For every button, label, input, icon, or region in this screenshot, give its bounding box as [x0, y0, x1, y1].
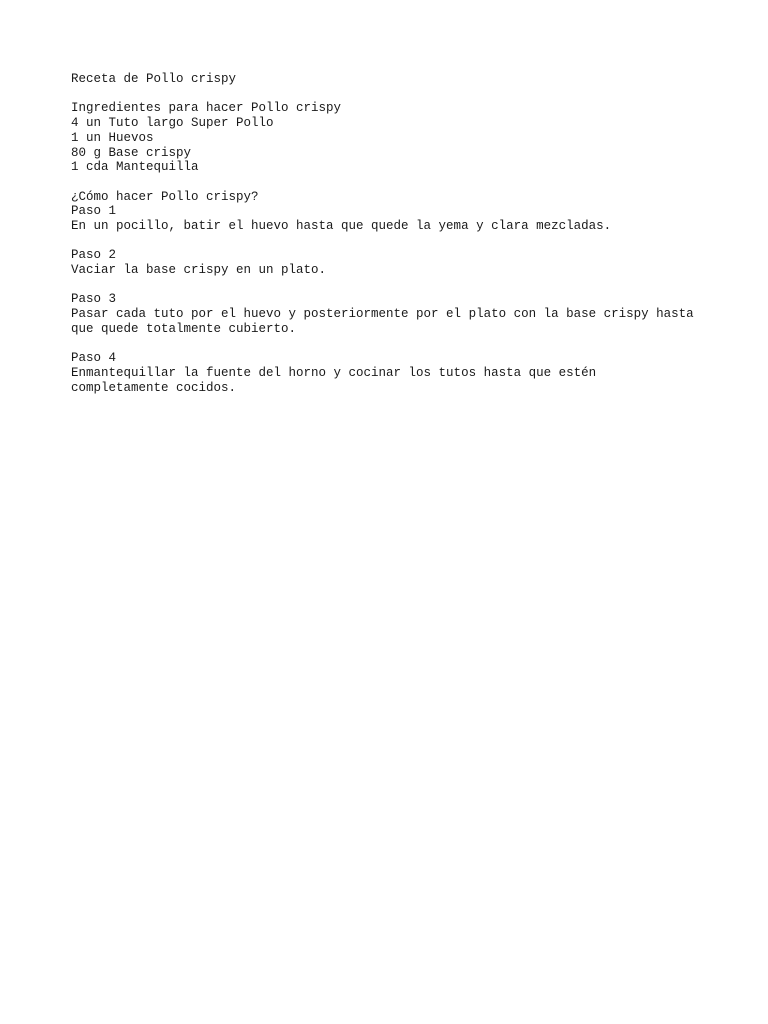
spacer [71, 337, 731, 352]
step-label: Paso 4 [71, 351, 117, 366]
step-text: Enmantequillar la fuente del horno y cocinar los tutos hasta que estén [71, 365, 597, 380]
step-label: Paso 3 [71, 292, 117, 307]
spacer [71, 234, 731, 249]
ingredient-item: 4 un Tuto largo Super Pollo [71, 116, 274, 131]
spacer [71, 175, 731, 190]
spacer [71, 87, 731, 102]
step-text: Pasar cada tuto por el huevo y posteriormente por el plato con la base crispy hasta [71, 307, 694, 322]
recipe-document [71, 72, 731, 395]
ingredient-item: 1 cda Mantequilla [71, 160, 199, 175]
ingredients-heading: Ingredientes para hacer Pollo crispy [71, 101, 342, 116]
spacer [71, 278, 731, 293]
method-heading: ¿Cómo hacer Pollo crispy? [71, 189, 259, 204]
step-text: En un pocillo, batir el huevo hasta que quede la yema y clara mezcladas. [71, 219, 612, 233]
ingredient-item: 1 un Huevos [71, 130, 154, 145]
step-text: Vaciar la base crispy en un plato. [71, 263, 327, 278]
step-label: Paso 1 [71, 204, 117, 219]
step-text: que quede totalmente cubierto. [71, 321, 297, 336]
recipe-title: Receta de Pollo crispy [71, 72, 237, 86]
ingredient-item: 80 g Base crispy [71, 145, 192, 160]
step-text: completamente cocidos. [71, 380, 237, 395]
step-label: Paso 2 [71, 248, 117, 263]
